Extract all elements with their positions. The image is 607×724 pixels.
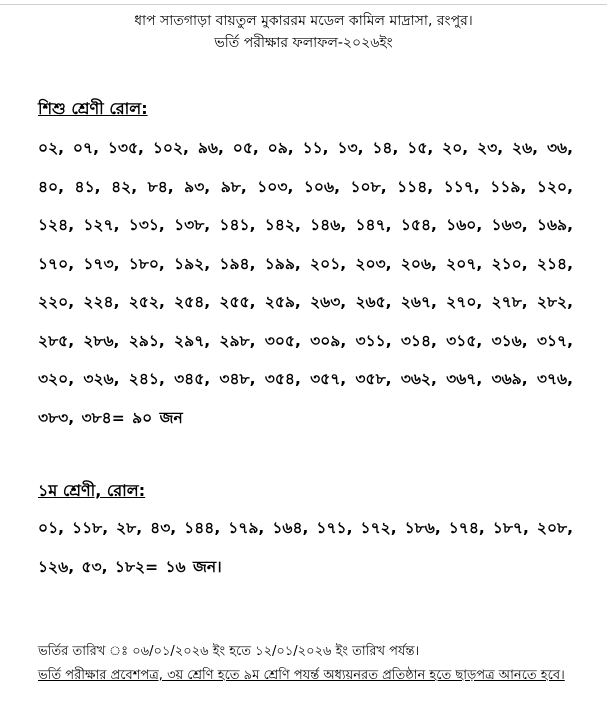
notice-header	[0, 10, 607, 54]
nursery-class-title: শিশু শ্রেণী রোল:	[38, 99, 148, 118]
class-one-title: ১ম শ্রেণী, রোল:	[38, 481, 146, 500]
class-one-roll-list: ০১, ১১৮, ২৮, ৪৩, ১৪৪, ১৭৯, ১৬৪, ১৭১, ১৭২, ১৮৬, ১৭৪, ১৮৭, ২০৮, ১২৬, ৫৩, ১৮২= ১৬ জন।	[38, 519, 573, 576]
admission-footer	[38, 640, 578, 688]
result-title: ভর্তি পরীক্ষার ফলাফল-২০২৬ইং	[214, 35, 393, 51]
institution-name: ধাপ সাতগাড়া বায়তুল মুকাররম মডেল কামিল মাদ্রাসা, রংপুর।	[134, 13, 473, 29]
top-divider	[0, 4, 607, 5]
admission-date: ভর্তির তারিখ ঃ ০৬/০১/২০২৬ ইং হতে ১২/০১/২০২৬ ইং তারিখ পর্যন্ত।	[38, 644, 420, 659]
documents-notice: ভর্তি পরীক্ষার প্রবেশপত্র, ৩য় শ্রেণি হতে ৯ম শ্রেণি পযর্ন্ত অধ্যয়নরত প্রতিষ্ঠান হতে ছাড়পত্র আনতে হবে।	[38, 668, 565, 683]
nursery-class-roll-list: ০২, ০৭, ১৩৫, ১০২, ৯৬, ০৫, ০৯, ১১, ১৩, ১৪, ১৫, ২০, ২৩, ২৬, ৩৬, ৪০, ৪১, ৪২, ৮৪, ৯৩, ৯৮, ১০৩, ১০৬, ১০৮, ১১৪, ১১৭, ১১৯, ১২০, ১২৪, ১২৭, ১৩১, ১৩৮, ১৪১, ১৪২, ১৪৬, ১৪৭, ১৫৪, ১৬০, ১৬৩, ১৬৯, ১৭০, ১৭৩, ১৮০, ১৯২, ১৯৪, ১৯৯, ২০১, ২০৩, ২০৬, ২০৭, ২১০, ২১৪, ২২০, ২২৪, ২৫২, ২৫৪, ২৫৫, ২৫৯, ২৬৩, ২৬৫, ২৬৭, ২৭০, ২৭৮, ২৮২, ২৮৫, ২৮৬, ২৯১, ২৯৭, ২৯৮, ৩০৫, ৩০৯, ৩১১, ৩১৪, ৩১৫, ৩১৬, ৩১৭, ৩২০, ৩২৬, ২৪১, ৩৪৫, ৩৪৮, ৩৫৪, ৩৫৭, ৩৫৮, ৩৬২, ৩৬৭, ৩৬৯, ৩৭৬, ৩৮৩, ৩৮৪= ৯০ জন	[38, 139, 573, 427]
